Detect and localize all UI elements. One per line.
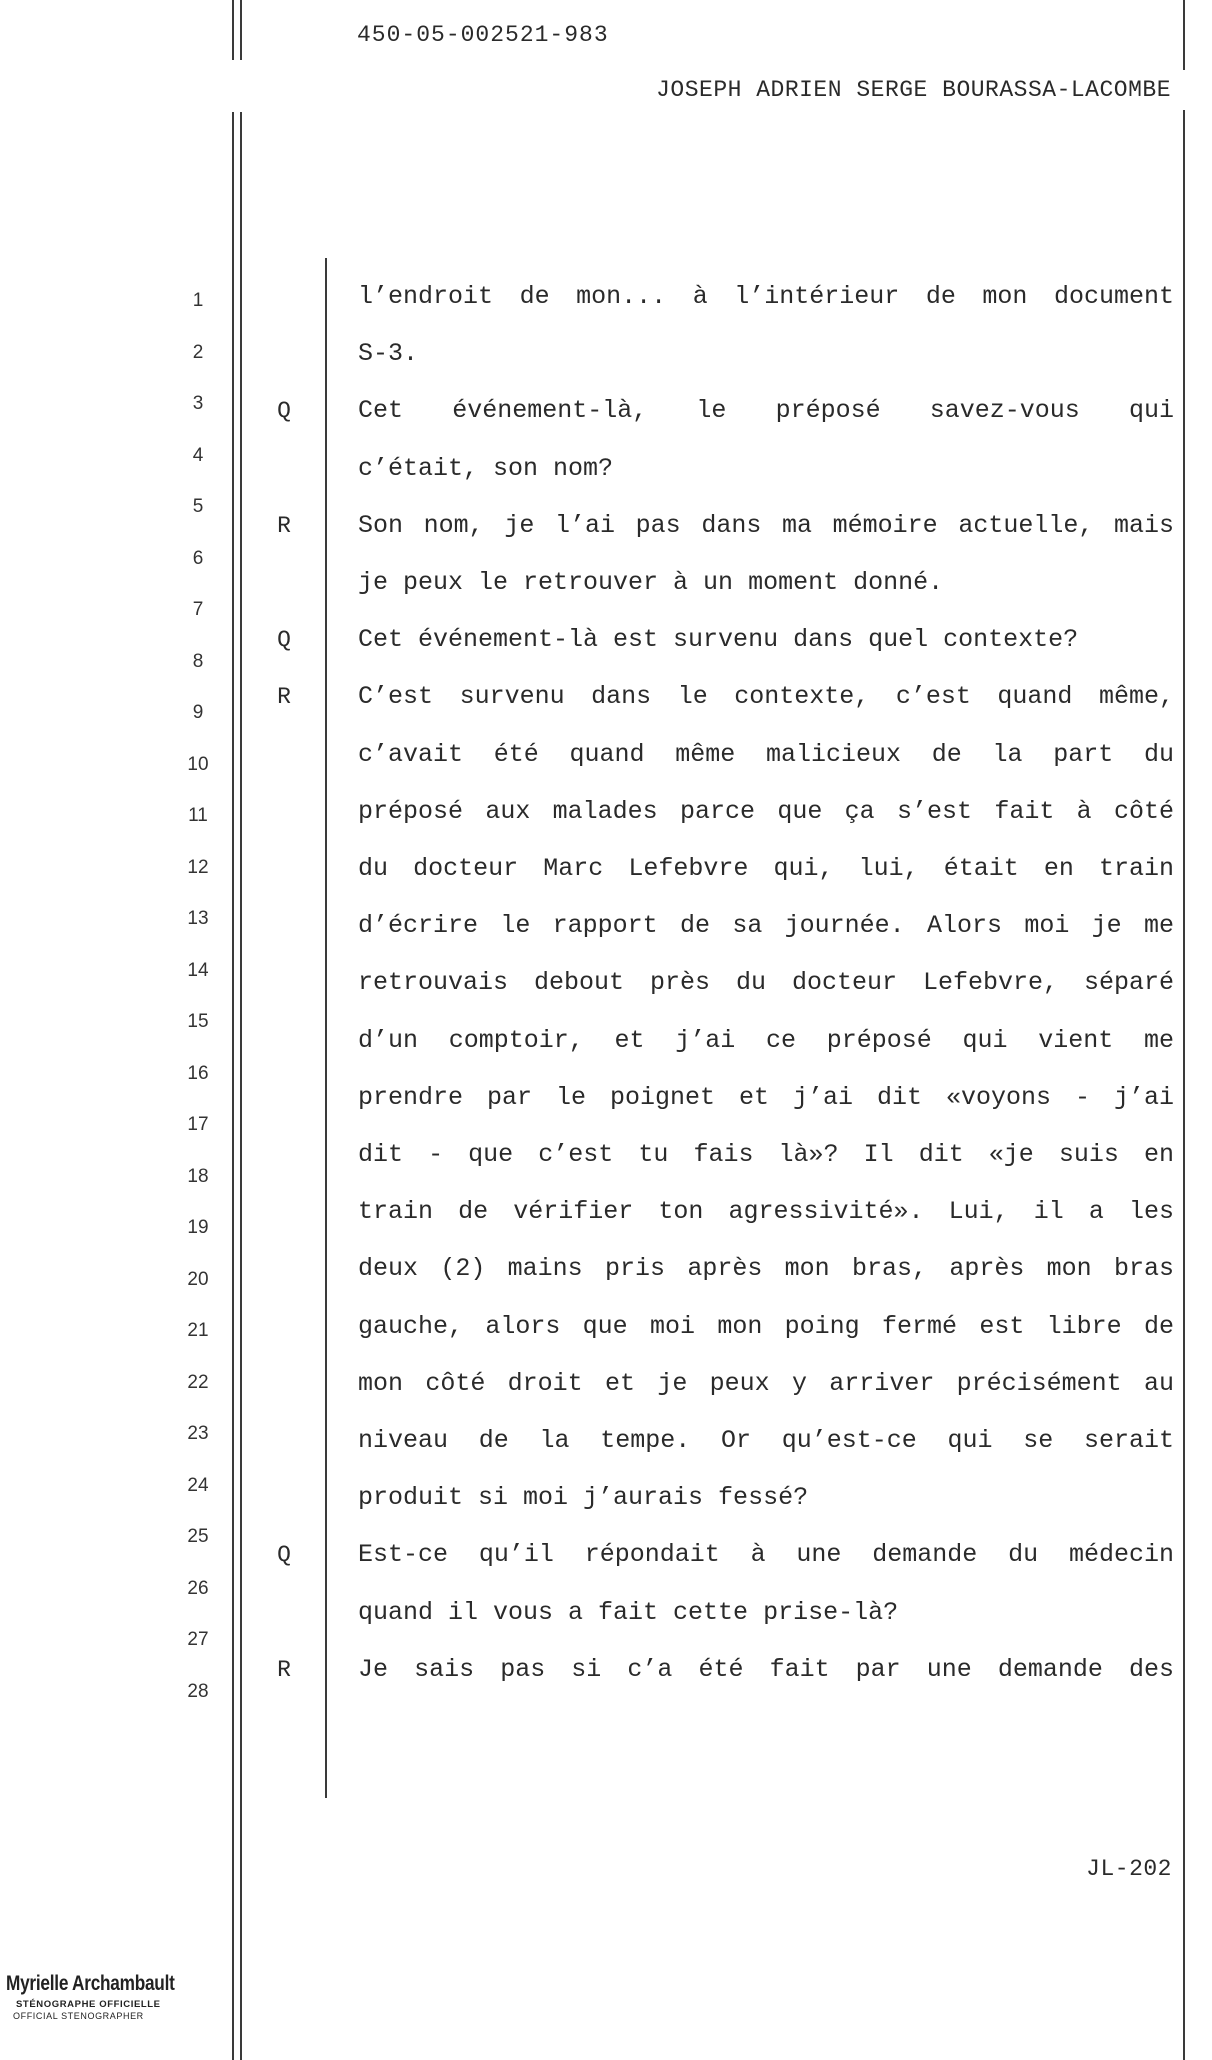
transcript-line: deux (2) mains pris après mon bras, après mon bras xyxy=(358,1254,1174,1284)
page-reference: JL-202 xyxy=(1086,1856,1172,1882)
margin-rule-right xyxy=(1183,0,1185,70)
line-number: 6 xyxy=(192,547,204,569)
line-number: 13 xyxy=(187,908,209,929)
transcript-line: quand il vous a fait cette prise-là? xyxy=(358,1597,899,1627)
line-number: 8 xyxy=(192,650,204,672)
speaker-marker: R xyxy=(277,684,291,711)
line-number: 28 xyxy=(187,1680,209,1702)
line-number: 26 xyxy=(187,1577,209,1599)
speaker-marker: Q xyxy=(277,627,291,654)
line-number: 21 xyxy=(187,1320,209,1341)
line-number: 22 xyxy=(187,1371,209,1393)
transcript-line: mon côté droit et je peux y arriver précisément au xyxy=(358,1368,1174,1398)
transcript-line: c’avait été quand même malicieux de la part du xyxy=(358,739,1174,769)
speaker-marker: Q xyxy=(277,398,291,425)
stamp-title-en: OFFICIAL STENOGRAPHER xyxy=(13,2011,144,2021)
stenographer-stamp xyxy=(6,1972,216,2021)
line-number: 1 xyxy=(192,290,204,311)
speaker-column-rule xyxy=(325,258,327,1798)
case-number: 450-05-002521-983 xyxy=(357,22,609,48)
transcript-line: train de vérifier ton agressivité». Lui, il a les xyxy=(358,1197,1174,1227)
line-number: 3 xyxy=(192,393,204,414)
line-number: 18 xyxy=(187,1165,209,1187)
line-number: 10 xyxy=(187,753,209,775)
transcript-line: préposé aux malades parce que ça s’est fait à côté xyxy=(358,796,1174,826)
transcript-line: d’écrire le rapport de sa journée. Alors moi je me xyxy=(358,911,1174,941)
transcript-line: je peux le retrouver à un moment donné. xyxy=(358,568,944,597)
line-number: 25 xyxy=(187,1526,209,1547)
line-number: 20 xyxy=(187,1268,209,1290)
margin-rule-left-1 xyxy=(232,0,234,60)
transcript-line: Est-ce qu’il répondait à une demande du médecin xyxy=(358,1540,1174,1570)
transcript-line: Cet événement-là est survenu dans quel contexte? xyxy=(358,625,1079,655)
line-number: 24 xyxy=(187,1474,209,1496)
line-number: 16 xyxy=(187,1062,209,1084)
line-number: 11 xyxy=(188,805,208,826)
speaker-marker: R xyxy=(277,1656,291,1683)
transcript-line: d’un comptoir, et j’ai ce préposé qui vient me xyxy=(358,1025,1174,1055)
margin-rule-left-4 xyxy=(240,112,242,2060)
stamp-title-fr: STÉNOGRAPHE OFFICIELLE xyxy=(16,1999,161,2010)
line-number: 23 xyxy=(187,1423,209,1444)
transcript-line: c’était, son nom? xyxy=(358,453,614,483)
transcript-line: niveau de la tempe. Or qu’est-ce qui se serait xyxy=(358,1426,1174,1455)
line-number: 19 xyxy=(187,1217,209,1238)
transcript-line: Cet événement-là, le préposé savez-vous qui xyxy=(358,396,1174,426)
line-number: 2 xyxy=(192,341,204,363)
transcript-line: prendre par le poignet et j’ai dit «voyons - j’ai xyxy=(358,1082,1174,1112)
transcript-line: retrouvais debout près du docteur Lefebvre, séparé xyxy=(358,968,1174,998)
transcript-line: Son nom, je l’ai pas dans ma mémoire actuelle, mais xyxy=(358,510,1174,540)
transcript-line: dit - que c’est tu fais là»? Il dit «je suis en xyxy=(358,1140,1174,1169)
line-number: 27 xyxy=(187,1629,209,1650)
line-number: 12 xyxy=(187,856,209,878)
transcript-line: du docteur Marc Lefebvre qui, lui, était en train xyxy=(358,854,1174,883)
stamp-name: Myrielle Archambault xyxy=(6,1972,175,1995)
transcript-line: l’endroit de mon... à l’intérieur de mon document xyxy=(358,282,1174,311)
margin-rule-left-3 xyxy=(232,112,234,2060)
margin-rule-left-2 xyxy=(240,0,242,60)
line-number: 4 xyxy=(192,444,204,466)
line-number: 14 xyxy=(187,959,209,981)
transcript-line: C’est survenu dans le contexte, c’est quand même, xyxy=(358,682,1174,712)
line-number: 5 xyxy=(192,496,204,517)
transcript-line: Je sais pas si c’a été fait par une demande des xyxy=(358,1654,1174,1684)
margin-rule-right-2 xyxy=(1183,110,1185,2060)
transcript-line: S-3. xyxy=(358,339,419,369)
line-number: 15 xyxy=(187,1011,209,1032)
transcript-line: gauche, alors que moi mon poing fermé est libre de xyxy=(358,1311,1174,1341)
witness-name: JOSEPH ADRIEN SERGE BOURASSA-LACOMBE xyxy=(656,77,1171,103)
line-number: 7 xyxy=(192,599,204,620)
speaker-marker: R xyxy=(277,512,291,539)
speaker-marker: Q xyxy=(277,1542,291,1569)
line-number: 9 xyxy=(192,702,204,723)
transcript-line: produit si moi j’aurais fessé? xyxy=(358,1483,809,1513)
line-number: 17 xyxy=(187,1114,209,1135)
